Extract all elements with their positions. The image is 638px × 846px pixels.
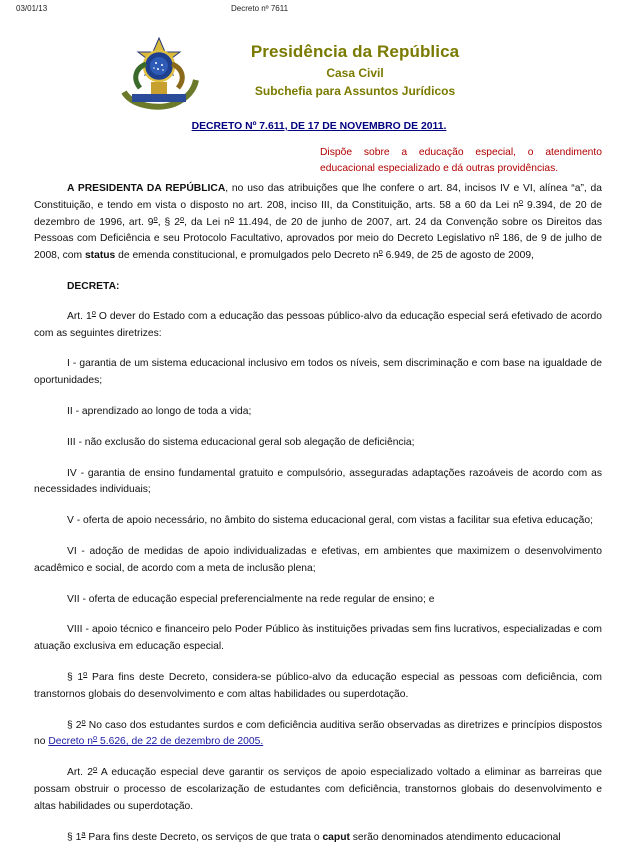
- article-2-paragraph-1: § 1$^a$ Para fins deste Decreto, os serviços de que trata o caput serão denominados atendimento educacional: [67, 828, 561, 843]
- inciso-iv: IV - garantia de ensino fundamental gratuito e compulsório, asseguradas adaptações razoáveis de acordo com as necessidades individuais;: [34, 467, 602, 496]
- org-title: Presidência da República: [250, 42, 460, 61]
- print-date: 03/01/13: [16, 4, 48, 13]
- inciso-v: V - oferta de apoio necessário, no âmbito do sistema educacional geral, com vistas a facilitar sua efetiva educação;: [67, 515, 594, 527]
- preamble-subject: A PRESIDENTA DA REPÚBLICA: [67, 183, 226, 194]
- preamble: A PRESIDENTA DA REPÚBLICA, no uso das atribuições que lhe confere o art. 84, incisos IV e VI, alínea “a”, da Constituição, e tendo em vista o disposto no art. 208, inciso III, da Constituição, arts. 58 a 60 da Lei $n^o$ 9.394, de 20 de dezembro de 1996, art. 9$^o$, § 2$^o$, da Lei $n^o$ 11.494, de 20 de junho de 2007, art. 24 da Convenção sobre os Direitos das Pessoas com Deficiência e seu Protocolo Facultativo, aprovados por meio do Decreto Legislativo $n^o$ 186, de 9 de julho de 2008, com status de emenda constitucional, e promulgados pelo Decreto $n^o$ 6.949, de 25 de agosto de 2009,: [34, 183, 602, 262]
- org-subtitle-2: Subchefia para Assuntos Jurídicos: [254, 84, 456, 98]
- print-title: Decreto nº 7611: [231, 4, 289, 13]
- inciso-iii: III - não exclusão do sistema educacional geral sob alegação de deficiência;: [67, 436, 415, 448]
- paragraph-1: § 1$^o$ Para fins deste Decreto, considera-se público-alvo da educação especial as pessoas com deficiência, com transtornos globais do desenvolvimento e com altas habilidades ou superdotação.: [34, 668, 602, 700]
- paragraph-2: § 2$^o$ No caso dos estudantes surdos e com deficiência auditiva serão observadas as diretrizes e princípios dispostos no Decreto $n^o$ 5.626, de 22 de dezembro de 2005.: [34, 716, 602, 748]
- org-subtitle: Casa Civil: [326, 66, 384, 80]
- coat-of-arms-icon: [118, 34, 200, 112]
- org-header: [200, 42, 510, 98]
- inciso-vii: VII - oferta de educação especial preferencialmente na rede regular de ensino; e: [67, 593, 435, 605]
- decree-body: [34, 181, 602, 846]
- inciso-vi: VI - adoção de medidas de apoio individualizadas e efetivas, em ambientes que maximizem o desenvolvimento acadêmico e social, de acordo com a meta de inclusão plena;: [34, 545, 602, 574]
- decreta-heading: DECRETA:: [67, 280, 120, 292]
- decreto-5626-link[interactable]: Decreto $n^o$ 5.626, de 22 de dezembro de 2005.: [48, 733, 264, 748]
- inciso-viii: VIII - apoio técnico e financeiro pelo Poder Público às instituições privadas sem fins lucrativos, especializadas e com atuação exclusiva em educação especial.: [34, 624, 602, 653]
- article-1: Art. 1$^o$ O dever do Estado com a educação das pessoas público-alvo da educação especial será efetivado de acordo com as seguintes diretrizes:: [34, 307, 603, 339]
- ementa: Dispõe sobre a educação especial, o atendimento educacional especializado e dá outras providências.: [320, 147, 602, 174]
- print-header: [0, 4, 638, 18]
- decree-title[interactable]: DECRETO Nº 7.611, DE 17 DE NOVEMBRO DE 2011.: [191, 121, 447, 132]
- inciso-i: I - garantia de um sistema educacional inclusivo em todos os níveis, sem discriminação e com base na igualdade de oportunidades;: [34, 358, 602, 387]
- inciso-ii: II - aprendizado ao longo de toda a vida;: [67, 405, 252, 417]
- article-2: Art. 2$^o$ A educação especial deve garantir os serviços de apoio especializado voltado a eliminar as barreiras que possam obstruir o processo de escolarização de estudantes com deficiência, transtornos globais do desenvolvimento e altas habilidades ou superdotação.: [34, 764, 602, 812]
